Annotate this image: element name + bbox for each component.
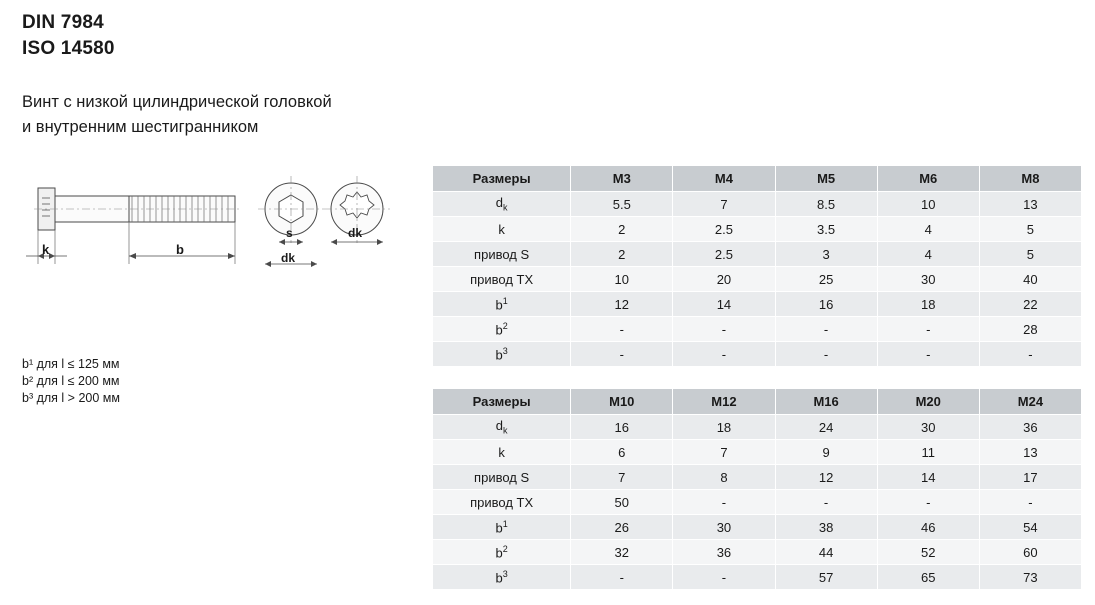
table2-header-1: M10 <box>571 389 673 415</box>
standard-iso: ISO 14580 <box>22 38 115 59</box>
table-row <box>433 292 1082 317</box>
table1-cell: 22 <box>979 292 1081 317</box>
table2-cell: 14 <box>877 465 979 490</box>
table1-cell: - <box>877 317 979 342</box>
table1-cell: 2 <box>571 242 673 267</box>
table-row <box>433 540 1082 565</box>
table-row <box>433 242 1082 267</box>
table2-cell: 6 <box>571 440 673 465</box>
table1-cell: 4 <box>877 242 979 267</box>
table1-cell: 5 <box>979 217 1081 242</box>
table2-row-label-drive-s: привод S <box>433 465 571 490</box>
table2-cell: - <box>571 565 673 590</box>
table2-row-label-dk: $d_k$ <box>433 415 571 440</box>
table1-row-label-b2: $b^2$ <box>433 317 571 342</box>
table2-cell: 11 <box>877 440 979 465</box>
table2-cell: 8 <box>673 465 775 490</box>
table1-header-5: M8 <box>979 166 1081 192</box>
table1-cell: 7 <box>673 192 775 217</box>
table2-cell: 7 <box>673 440 775 465</box>
table1-row-label-dk: $d_k$ <box>433 192 571 217</box>
table1-row-label-k: k <box>433 217 571 242</box>
table1-cell: 18 <box>877 292 979 317</box>
table2-cell: 18 <box>673 415 775 440</box>
table1-row-label-b1: $b^1$ <box>433 292 571 317</box>
table2-cell: 54 <box>979 515 1081 540</box>
table-row <box>433 465 1082 490</box>
table1-row-label-drive-s: привод S <box>433 242 571 267</box>
table1-cell: 25 <box>775 267 877 292</box>
product-description-line-1: Винт с низкой цилиндрической головкой <box>22 93 332 111</box>
table2-header-0: Размеры <box>433 389 571 415</box>
table2-cell: 50 <box>571 490 673 515</box>
table2-row-label-b3: $b^3$ <box>433 565 571 590</box>
table1-cell: 3.5 <box>775 217 877 242</box>
note-b1: b¹ для l ≤ 125 мм <box>22 357 120 371</box>
table1-cell: 13 <box>979 192 1081 217</box>
table2-cell: 26 <box>571 515 673 540</box>
table-row <box>433 342 1082 367</box>
table2-cell: 7 <box>571 465 673 490</box>
table1-cell: 28 <box>979 317 1081 342</box>
table2-cell: 46 <box>877 515 979 540</box>
table1-cell: 14 <box>673 292 775 317</box>
screw-technical-drawing <box>12 168 412 308</box>
table1-cell: 4 <box>877 217 979 242</box>
table2-row-label-b2: $b^2$ <box>433 540 571 565</box>
table2-row-label-b1: $b^1$ <box>433 515 571 540</box>
dimension-label-dk-front: dk <box>348 226 363 240</box>
table1-cell: 10 <box>877 192 979 217</box>
table-row <box>433 415 1082 440</box>
table2-cell: 30 <box>877 415 979 440</box>
product-description-line-2: и внутренним шестигранником <box>22 118 259 136</box>
table1-cell: - <box>673 317 775 342</box>
table1-cell: 5.5 <box>571 192 673 217</box>
table2-cell: 65 <box>877 565 979 590</box>
table1-cell: - <box>571 317 673 342</box>
table-row <box>433 490 1082 515</box>
table2-cell: 9 <box>775 440 877 465</box>
table-row <box>433 515 1082 540</box>
table1-cell: 2.5 <box>673 217 775 242</box>
table-row <box>433 440 1082 465</box>
dimensions-table-small <box>432 165 1082 367</box>
dimension-label-k: k <box>42 242 50 257</box>
dimension-label-b: b <box>176 242 184 257</box>
table1-cell: 3 <box>775 242 877 267</box>
table2-cell: 17 <box>979 465 1081 490</box>
table2-cell: 16 <box>571 415 673 440</box>
table1-cell: 30 <box>877 267 979 292</box>
table2-header-3: M16 <box>775 389 877 415</box>
table2-cell: 12 <box>775 465 877 490</box>
table1-cell: - <box>673 342 775 367</box>
table1-cell: 2.5 <box>673 242 775 267</box>
table1-cell: 5 <box>979 242 1081 267</box>
table2-cell: - <box>775 490 877 515</box>
dimension-label-s: s <box>286 226 293 240</box>
table-row <box>433 217 1082 242</box>
table1-row-label-drive-tx: привод TX <box>433 267 571 292</box>
table2-cell: 24 <box>775 415 877 440</box>
table2-cell: - <box>877 490 979 515</box>
table2-cell: 30 <box>673 515 775 540</box>
product-description <box>22 90 422 140</box>
note-b2: b² для l ≤ 200 мм <box>22 374 120 388</box>
table2-header-4: M20 <box>877 389 979 415</box>
table2-cell: 36 <box>979 415 1081 440</box>
table-row <box>433 192 1082 217</box>
standard-din: DIN 7984 <box>22 12 104 33</box>
table2-cell: 36 <box>673 540 775 565</box>
dimensions-table-large <box>432 388 1082 590</box>
table-header-row <box>433 389 1082 415</box>
table1-header-3: M5 <box>775 166 877 192</box>
table1-cell: 8.5 <box>775 192 877 217</box>
table1-header-2: M4 <box>673 166 775 192</box>
table1-cell: 10 <box>571 267 673 292</box>
table1-cell: - <box>571 342 673 367</box>
table1-cell: 20 <box>673 267 775 292</box>
table1-row-label-b3: $b^3$ <box>433 342 571 367</box>
table2-cell: 32 <box>571 540 673 565</box>
table2-cell: 73 <box>979 565 1081 590</box>
table-header-row <box>433 166 1082 192</box>
table1-cell: 2 <box>571 217 673 242</box>
table1-cell: - <box>877 342 979 367</box>
table1-header-0: Размеры <box>433 166 571 192</box>
table2-cell: 38 <box>775 515 877 540</box>
table2-cell: 57 <box>775 565 877 590</box>
table1-cell: - <box>979 342 1081 367</box>
table1-cell: 12 <box>571 292 673 317</box>
table1-cell: - <box>775 317 877 342</box>
table2-cell: 52 <box>877 540 979 565</box>
table2-cell: - <box>673 565 775 590</box>
table2-row-label-k: k <box>433 440 571 465</box>
table2-cell: 13 <box>979 440 1081 465</box>
standard-title <box>22 10 422 62</box>
table1-header-4: M6 <box>877 166 979 192</box>
table-row <box>433 317 1082 342</box>
table1-cell: 40 <box>979 267 1081 292</box>
table2-header-2: M12 <box>673 389 775 415</box>
header-block <box>22 10 422 140</box>
table2-header-5: M24 <box>979 389 1081 415</box>
table-row <box>433 267 1082 292</box>
notes-block <box>22 356 120 407</box>
table2-cell: - <box>673 490 775 515</box>
note-b3: b³ для l > 200 мм <box>22 391 120 405</box>
table1-cell: 16 <box>775 292 877 317</box>
table2-cell: 44 <box>775 540 877 565</box>
table1-header-1: M3 <box>571 166 673 192</box>
dimension-label-dk-side: dk <box>281 251 296 265</box>
table2-cell: 60 <box>979 540 1081 565</box>
table2-row-label-drive-tx: привод TX <box>433 490 571 515</box>
table2-cell: - <box>979 490 1081 515</box>
table1-cell: - <box>775 342 877 367</box>
table-row <box>433 565 1082 590</box>
